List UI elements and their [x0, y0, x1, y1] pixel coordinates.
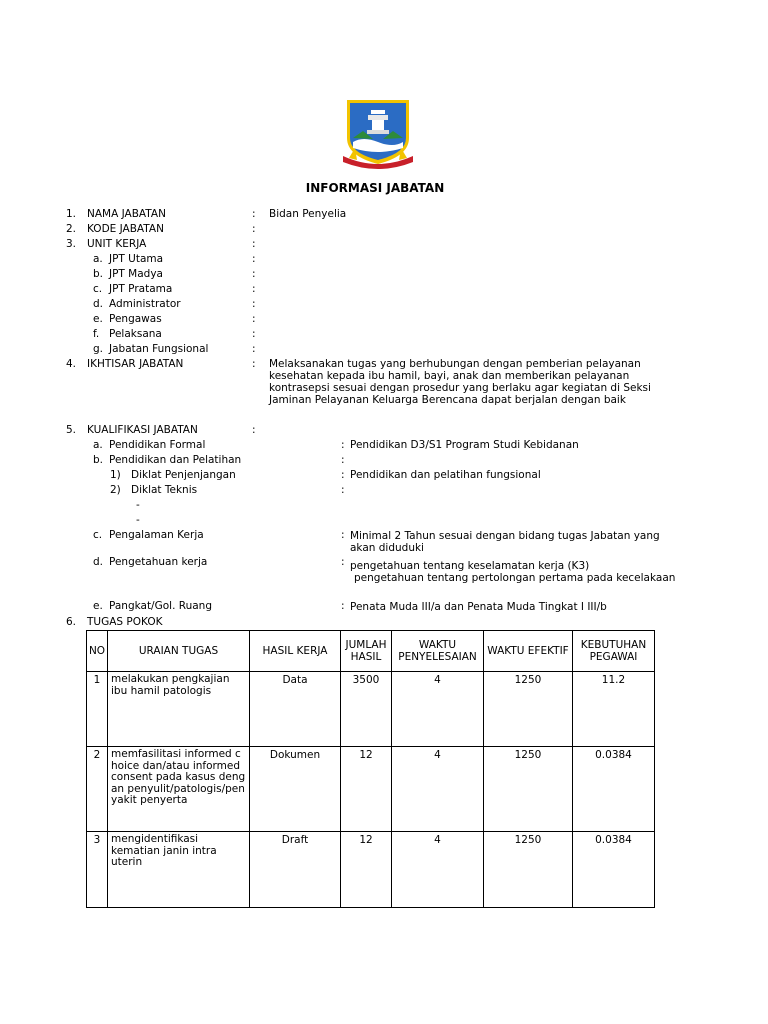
pendidikan-formal-letter: a.: [93, 439, 103, 451]
ikhtisar-number: 4.: [66, 358, 77, 370]
unit-d-label: Administrator: [109, 298, 181, 310]
diklat-penjenjangan-value: Pendidikan dan pelatihan fungsional: [350, 469, 541, 481]
diklat-teknis-label: Diklat Teknis: [131, 484, 198, 496]
unit-b-letter: b.: [93, 268, 104, 280]
pengetahuan-kerja-line-1: pengetahuan tentang keselamatan kerja (K3): [350, 560, 590, 572]
pengetahuan-kerja-letter: d.: [93, 556, 104, 568]
row-jumlah: 12: [341, 747, 392, 832]
ikhtisar-label: IKHTISAR JABATAN: [87, 358, 184, 370]
table-row: [87, 832, 655, 908]
pengalaman-kerja-letter: c.: [93, 529, 103, 541]
kualifikasi-colon: :: [252, 424, 256, 436]
unit-f-colon: :: [252, 328, 256, 340]
header-no: NO: [87, 631, 108, 672]
unit-c-label: JPT Pratama: [109, 283, 173, 295]
field-2-label: KODE JABATAN: [87, 223, 164, 235]
field-3-number: 3.: [66, 238, 77, 250]
tugas-label: TUGAS POKOK: [87, 616, 163, 628]
field-1-label: NAMA JABATAN: [87, 208, 166, 220]
row-kebutuhan: 0.0384: [573, 747, 655, 832]
field-1-value: Bidan Penyelia: [269, 208, 347, 220]
row-waktu: 4: [392, 832, 484, 908]
pengetahuan-kerja-line-2: pengetahuan tentang pertolongan pertama pada kecelakaan: [354, 572, 676, 584]
row-uraian: memfasilitasi informed choice dan/atau informed consent pada kasus dengan penyulit/patologis/penyakit penyerta: [108, 747, 250, 832]
row-efektif: 1250: [484, 832, 573, 908]
row-efektif: 1250: [484, 672, 573, 747]
page-title: INFORMASI JABATAN: [305, 181, 445, 195]
kualifikasi-number: 5.: [66, 424, 77, 436]
unit-c-colon: :: [252, 283, 256, 295]
row-uraian: melakukan pengkajian ibu hamil patologis: [108, 672, 250, 747]
ikhtisar-line-2: kesehatan kepada ibu hamil, bayi, anak dan memberikan pelayanan: [269, 370, 630, 382]
row-waktu: 4: [392, 672, 484, 747]
header-kebutuhan: [573, 631, 655, 672]
field-2-colon: :: [252, 223, 256, 235]
row-uraian: mengidentifikasi kematian janin intra uterin: [108, 832, 250, 908]
diklat-teknis-colon: :: [341, 484, 345, 496]
unit-f-label: Pelaksana: [109, 328, 162, 340]
pengalaman-kerja-colon: :: [341, 529, 345, 541]
header-efektif: WAKTU EFEKTIF: [484, 631, 573, 672]
pendidikan-formal-colon: :: [341, 439, 345, 451]
unit-e-label: Pengawas: [109, 313, 162, 325]
row-no: 2: [87, 747, 108, 832]
unit-g-letter: g.: [93, 343, 104, 355]
pendidikan-formal-value: Pendidikan D3/S1 Program Studi Kebidanan: [350, 439, 579, 451]
tugas-pokok-table: [86, 630, 655, 908]
pangkat-label: Pangkat/Gol. Ruang: [109, 600, 212, 612]
header-kebutuhan-line-1: KEBUTUHAN: [580, 639, 647, 651]
header-jumlah-line-1: JUMLAH: [345, 639, 387, 651]
table-row: [87, 747, 655, 832]
header-kebutuhan-line-2: PEGAWAI: [589, 651, 638, 663]
ikhtisar-line-4: Jaminan Pelayanan Keluarga Berencana dapat berjalan dengan baik: [269, 394, 626, 406]
diklat-penjenjangan-colon: :: [341, 469, 345, 481]
unit-a-letter: a.: [93, 253, 103, 265]
unit-a-label: JPT Utama: [109, 253, 164, 265]
unit-g-label: Jabatan Fungsional: [109, 343, 209, 355]
unit-e-letter: e.: [93, 313, 103, 325]
table-header-row: [87, 631, 655, 672]
unit-g-colon: :: [252, 343, 256, 355]
diklat-teknis-number: 2): [110, 484, 121, 496]
header-uraian: URAIAN TUGAS: [108, 631, 250, 672]
header-hasil: HASIL KERJA: [250, 631, 341, 672]
field-1-number: 1.: [66, 208, 77, 220]
unit-f-letter: f.: [93, 328, 100, 340]
field-3-colon: :: [252, 238, 256, 250]
pangkat-value: Penata Muda III/a dan Penata Muda Tingkat I III/b: [350, 601, 607, 613]
row-no: 3: [87, 832, 108, 908]
row-jumlah: 12: [341, 832, 392, 908]
regency-emblem-logo: [343, 98, 413, 170]
pangkat-letter: e.: [93, 600, 103, 612]
pendidikan-pelatihan-label: Pendidikan dan Pelatihan: [109, 454, 242, 466]
row-kebutuhan: 11.2: [573, 672, 655, 747]
pengalaman-kerja-line-1: Minimal 2 Tahun sesuai dengan bidang tugas Jabatan yang: [350, 530, 660, 542]
row-jumlah: 3500: [341, 672, 392, 747]
ikhtisar-colon: :: [252, 358, 256, 370]
field-3-label: UNIT KERJA: [87, 238, 147, 250]
unit-e-colon: :: [252, 313, 256, 325]
field-1-colon: :: [252, 208, 256, 220]
row-waktu: 4: [392, 747, 484, 832]
table-row: [87, 672, 655, 747]
ikhtisar-line-1: Melaksanakan tugas yang berhubungan dengan pemberian pelayanan: [269, 358, 641, 370]
unit-a-colon: :: [252, 253, 256, 265]
unit-c-letter: c.: [93, 283, 103, 295]
pengetahuan-kerja-colon: :: [341, 556, 345, 568]
pengalaman-kerja-label: Pengalaman Kerja: [109, 529, 204, 541]
unit-d-colon: :: [252, 298, 256, 310]
pengalaman-kerja-line-2: akan diduduki: [350, 542, 424, 554]
diklat-teknis-dash-2: -: [136, 514, 140, 526]
tugas-number: 6.: [66, 616, 77, 628]
ikhtisar-line-3: kontrasepsi sesuai dengan prosedur yang berlaku agar kegiatan di Seksi: [269, 382, 651, 394]
pendidikan-pelatihan-letter: b.: [93, 454, 104, 466]
pangkat-colon: :: [341, 600, 345, 612]
row-no: 1: [87, 672, 108, 747]
kualifikasi-label: KUALIFIKASI JABATAN: [87, 424, 198, 436]
row-efektif: 1250: [484, 747, 573, 832]
row-kebutuhan: 0.0384: [573, 832, 655, 908]
pengetahuan-kerja-label: Pengetahuan kerja: [109, 556, 208, 568]
header-waktu-line-1: WAKTU: [418, 639, 457, 651]
diklat-penjenjangan-label: Diklat Penjenjangan: [131, 469, 236, 481]
header-waktu: [392, 631, 484, 672]
header-waktu-line-2: PENYELESAIAN: [398, 651, 477, 663]
row-hasil: Dokumen: [250, 747, 341, 832]
unit-b-label: JPT Madya: [109, 268, 163, 280]
pendidikan-pelatihan-colon: :: [341, 454, 345, 466]
unit-b-colon: :: [252, 268, 256, 280]
header-jumlah-line-2: HASIL: [350, 651, 382, 663]
row-hasil: Draft: [250, 832, 341, 908]
diklat-teknis-dash-1: -: [136, 499, 140, 511]
unit-d-letter: d.: [93, 298, 104, 310]
pendidikan-formal-label: Pendidikan Formal: [109, 439, 206, 451]
row-hasil: Data: [250, 672, 341, 747]
header-jumlah: [341, 631, 392, 672]
diklat-penjenjangan-number: 1): [110, 469, 121, 481]
field-2-number: 2.: [66, 223, 77, 235]
